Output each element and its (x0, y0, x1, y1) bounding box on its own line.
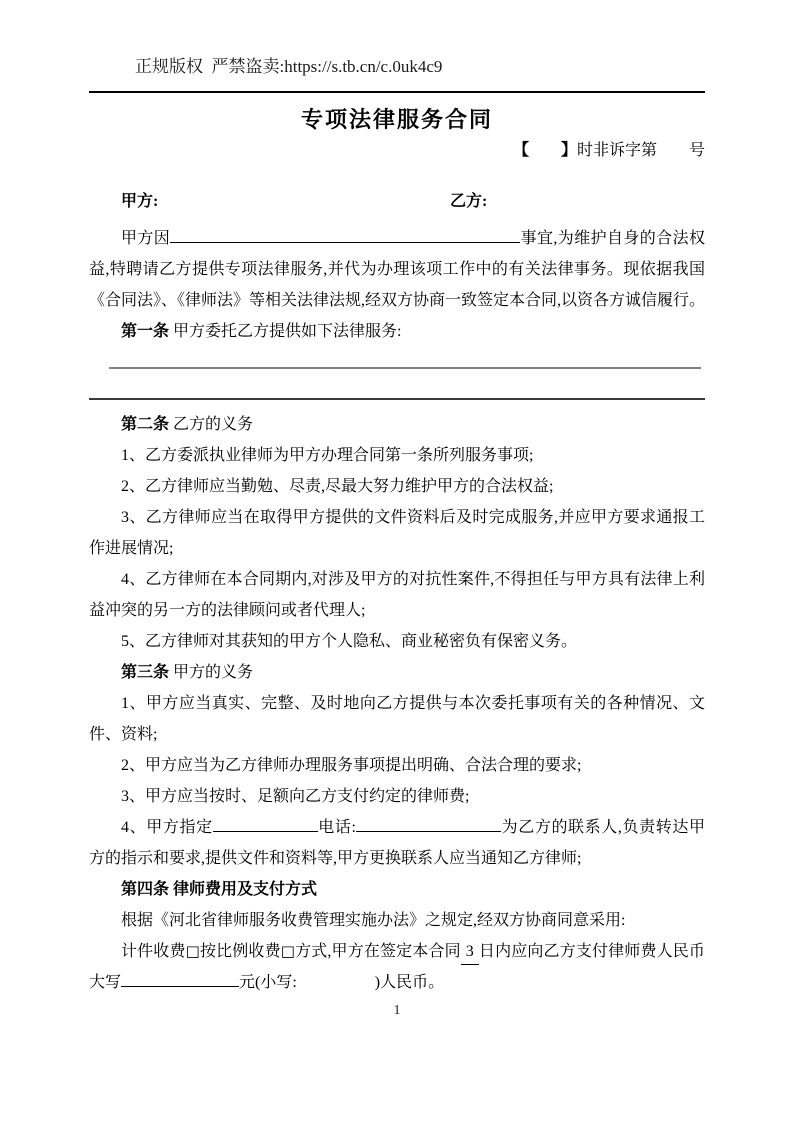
doc-number-text: 时非诉字第 号 (576, 142, 705, 159)
contact-tail: 为乙方的联系人,负责转达甲方的指示和要求,提供文件和资料等,甲方更换联系人应当通知乙方律师; (89, 819, 705, 867)
clause-4-title: 律师费用及支付方式 (173, 881, 318, 898)
party-b-label: 乙方: (450, 193, 488, 210)
clause-2-item: 2、乙方律师应当勤勉、尽责,尽最大努力维护甲方的合法权益; (121, 478, 554, 495)
clause-2-number: 第二条 (121, 416, 170, 433)
copyright-notice: 正规版权 严禁盗卖:https://s.tb.cn/c.0uk4c9 (135, 57, 443, 76)
contact-name-blank (213, 812, 318, 832)
clause-4-number: 第四条 (121, 881, 170, 898)
fee-terms-paragraph (89, 936, 705, 998)
matter-fill-blank (170, 223, 520, 243)
contract-title: 专项法律服务合同 (300, 107, 493, 132)
service-blank-line-1 (109, 347, 701, 369)
intro-lead: 甲方因 (121, 230, 171, 247)
clause-1-text: 甲方委托乙方提供如下法律服务: (173, 323, 402, 340)
parties-row (89, 186, 705, 217)
clause-2-title: 乙方的义务 (173, 416, 254, 433)
fee-mid-text: 日内应向乙方支付律师费人民币大写 (89, 943, 705, 991)
contact-phone-blank (356, 812, 501, 832)
clause-4-heading (89, 874, 705, 905)
payment-days-value: 3 (461, 940, 479, 965)
clause-3-item: 2、甲方应当为乙方律师办理服务事项提出明确、合法合理的要求; (121, 757, 582, 774)
doc-number-line (89, 140, 705, 162)
service-blank-line-2 (89, 378, 705, 400)
intro-tail: 事宜,为维护自身的合法权益,特聘请乙方提供专项法律服务,并代为办理该项工作中的有关法律事务。现依据我国《合同法》、《律师法》等相关法律法规,经双方协商一致签定本合同,以资各方诚信履行。 (89, 230, 706, 309)
fee-unit-open: 元(小写: (239, 974, 297, 991)
fee-basis-paragraph: 根据《河北省律师服务收费管理实施办法》之规定,经双方协商同意采用: (121, 912, 626, 929)
service-blank-row-2 (89, 378, 705, 409)
contact-lead: 4、甲方指定 (121, 819, 213, 836)
party-a-label: 甲方: (121, 193, 159, 210)
piece-rate-checkbox-icon: □ (185, 942, 200, 960)
service-blank-row-1 (89, 347, 705, 378)
clause-2-item: 5、乙方律师对其获知的甲方个人隐私、商业秘密负有保密义务。 (121, 633, 578, 650)
page-number: 1 (393, 1003, 401, 1018)
clause-1-heading (89, 316, 705, 347)
clause-2-heading (89, 409, 705, 440)
doc-number-brackets: 【 】 (512, 142, 577, 159)
page-content (89, 0, 705, 1021)
clause-3-item: 3、甲方应当按时、足额向乙方支付约定的律师费; (121, 788, 470, 805)
amount-in-words-blank (121, 967, 239, 987)
clause-3-heading (89, 657, 705, 688)
clause-2-item: 1、乙方委派执业律师为甲方办理合同第一条所列服务事项; (121, 447, 534, 464)
clause-3-item: 1、甲方应当真实、完整、及时地向乙方提供与本次委托事项有关的各种情况、文件、资料; (89, 695, 705, 743)
clause-2-item: 4、乙方律师在本合同期内,对涉及甲方的对抗性案件,不得担任与甲方具有法律上利益冲突的另一方的法律顾问或者代理人; (89, 571, 705, 619)
intro-paragraph (89, 223, 705, 316)
fee-close-text: )人民币。 (374, 974, 445, 991)
fee-after-options: 方式,甲方在签定本合同 (295, 943, 461, 960)
fee-option-piece-rate: 计件收费 (121, 943, 186, 960)
fee-option-proportional: 按比例收费 (199, 943, 281, 960)
clause-3-title: 甲方的义务 (173, 664, 254, 681)
clause-2-item: 3、乙方律师应当在取得甲方提供的文件资料后及时完成服务,并应甲方要求通报工作进展情况; (89, 509, 705, 557)
clause-1-number: 第一条 (121, 323, 170, 340)
copyright-header (89, 57, 705, 93)
proportional-checkbox-icon: □ (280, 942, 296, 960)
clause-3-item-4 (89, 812, 705, 874)
phone-label: 电话: (317, 819, 356, 836)
clause-3-number: 第三条 (121, 664, 170, 681)
